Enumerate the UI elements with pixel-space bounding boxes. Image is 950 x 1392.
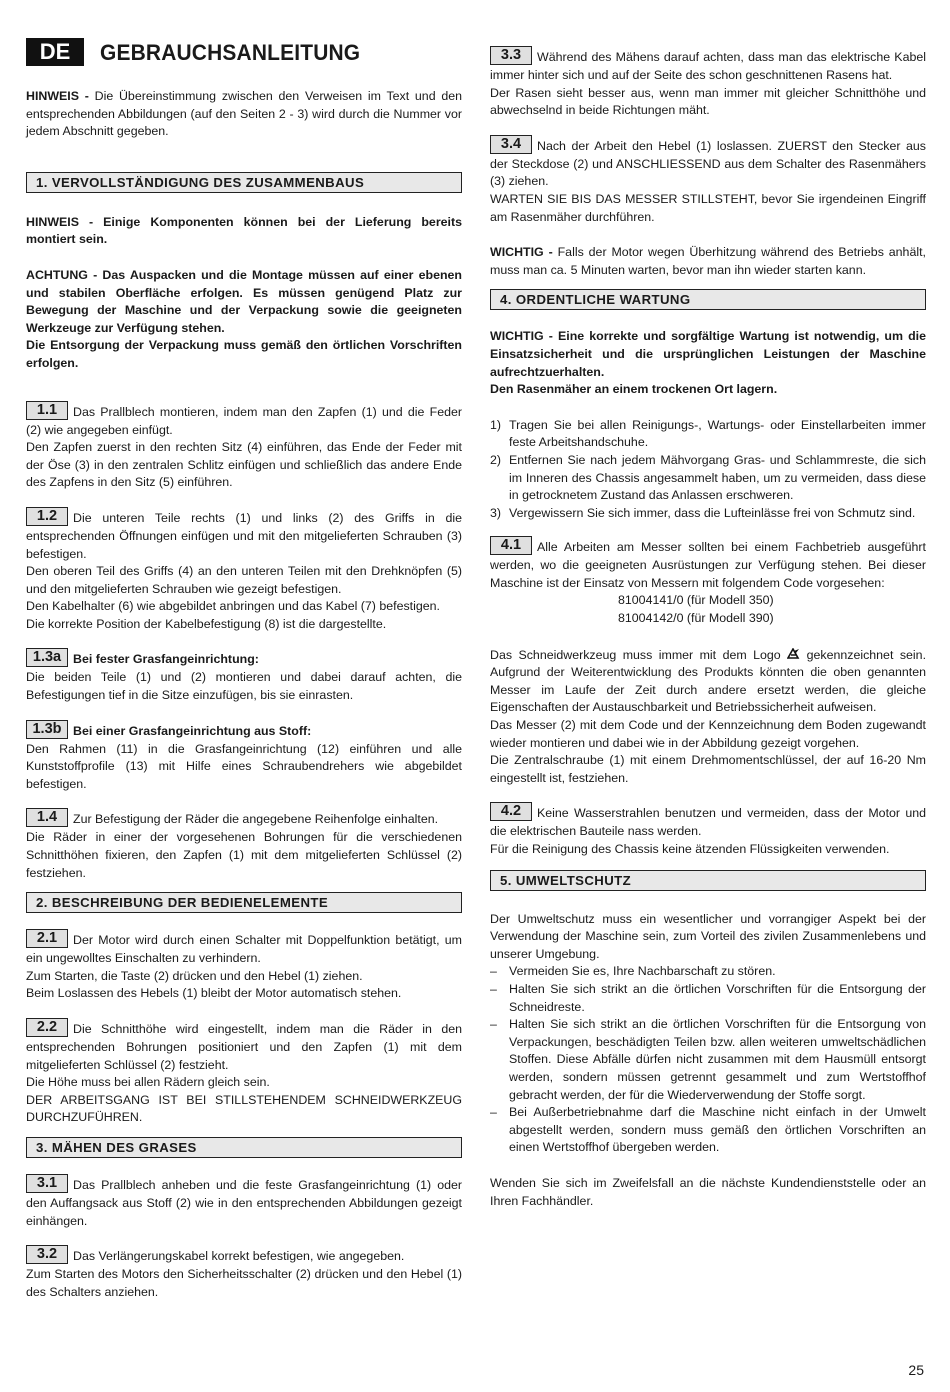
step-2-1: [26, 931, 462, 968]
document-title: GEBRAUCHSANLEITUNG: [100, 40, 361, 65]
intro-label: HINWEIS -: [26, 89, 89, 103]
list-item: [490, 1104, 926, 1157]
step-text: Der Motor wird durch einen Schalter mit Doppelfunktion betätigt, um ein ungewolltes Einschalten zu verhindern.: [26, 933, 462, 966]
step-text: Den Rahmen (11) in die Grasfangeinrichtung (12) einführen und alle Kunststoffprofile (13) mit Hilfe eines Schraubendrehers wie abgebildet befestigen.: [26, 741, 462, 791]
step-text: Die beiden Teile (1) und (2) montieren und dabei darauf achten, die Befestigungen tief in die Sitze einzufügen, bis sie einrasten.: [26, 670, 462, 703]
step-heading: Bei fester Grasfangeinrichtung:: [73, 652, 259, 667]
step-text: Die unteren Teile rechts (1) und links (2) des Griffs in die entsprechenden Öffnungen einfügen und mit den mitgelieferten Schrauben (3) befestigen.: [26, 510, 462, 561]
step-number: 1.3a: [26, 648, 68, 667]
step-text: Das Verlängerungskabel korrekt befestigen, wie angegeben.: [73, 1249, 405, 1264]
section-4-heading: 4. ORDENTLICHE WARTUNG: [490, 289, 926, 310]
list-text: Vermeiden Sie es, Ihre Nachbarschaft zu stören.: [509, 964, 776, 979]
step-number: 1.2: [26, 507, 68, 526]
step-text: [490, 647, 926, 717]
step-text: Die Zentralschraube (1) mit einem Drehmomentschlüssel, der auf 16-20 Nm eingestellt ist, festziehen.: [490, 753, 926, 785]
important-label: WICHTIG -: [490, 245, 553, 260]
step-number: 2.1: [26, 929, 68, 948]
list-text: Halten Sie sich strikt an die örtlichen Vorschriften für die Entsorgung von Verpackungen, beschädigten Teilen bzw. allen weiteren umweltschädlichen Stoffen. Diese Abfälle dürfen nicht zusammen mit dem Hausmüll entsorgt werden, sondern müssen getrennt gesammelt und zum Wertstoffhof gebracht werden, der für die Wiederverwendung der Stoffe sorgt.: [509, 1017, 926, 1102]
s1-note: HINWEIS - Einige Komponenten können bei der Lieferung bereits montiert sein.: [26, 214, 462, 247]
list-item: [490, 1016, 926, 1104]
blade-logo-icon: [787, 647, 800, 658]
step-number: 1.3b: [26, 720, 68, 739]
list-marker: –: [490, 1017, 497, 1032]
environment-list: [490, 963, 926, 1157]
step-3-3: [490, 48, 926, 85]
step-number: 1.4: [26, 808, 68, 827]
step-text: Die Räder in einer der vorgesehenen Bohrungen für die verschiedenen Schnitthöhen fixieren, den Zapfen (1) mit dem mitgelieferten Schlüssel (2) festziehen.: [26, 830, 462, 880]
step-text: Nach der Arbeit den Hebel (1) loslassen. ZUERST den Stecker aus der Steckdose (2) und ANSCHLIESSEND aus dem Schalter des Rasenmähers (3) ziehen.: [490, 138, 926, 189]
s1-warning: ACHTUNG - Das Auspacken und die Montage müssen auf einer ebenen und stabilen Oberfläche erfolgen. Es müssen genügend Platz zur Bewegung der Maschine und der Verpackung sowie die geeigneten Werkzeuge zur Verfügung stehen.: [26, 267, 462, 335]
step-text: Das Messer (2) mit dem Code und der Kennzeichnung dem Boden zugewandt wieder montieren und dabei wie in der Abbildung gezeigt vorgehen.: [490, 718, 926, 750]
list-text: Vergewissern Sie sich immer, dass die Lufteinlässe frei von Schmutz sind.: [509, 505, 916, 520]
step-text: Die korrekte Position der Kabelbefestigung (8) ist die dargestellte.: [26, 616, 387, 631]
step-heading: Bei einer Grasfangeinrichtung aus Stoff:: [73, 723, 312, 738]
environment-text: Der Umweltschutz muss ein wesentlicher und vorrangiger Aspekt bei der Verwendung der Maschine sein, zum Vorteil des zivilen Zusammenlebens und unserer Umgebung.: [490, 911, 926, 961]
step-number: 2.2: [26, 1018, 68, 1037]
step-text: Alle Arbeiten am Messer sollten bei einem Fachbetrieb ausgeführt werden, wo die geeigneten Ausrüstungen zur Verfügung stehen. Bei dieser Maschine ist der Einsatz von Messern mit folgendem Code vorgesehen:: [490, 540, 926, 590]
step-1-1: [26, 403, 462, 440]
step-1-3b: [26, 722, 462, 741]
step-text: Den Zapfen zuerst in den rechten Sitz (4) einführen, das Ende der Feder mit der Öse (3) in den zentralen Schlitz einfügen und schließlich das andere Ende des Zapfens in den Sitz (5) einführen.: [26, 440, 462, 490]
step-text-part: gekennzeichnet sein. Aufgrund der Weiterentwicklung des Produkts könnten die oben genannten Messer im Laufe der Zeit durch andere ersetzt werden, die gleiche Eigenschaften der Austauschbarkeit und Betriebssicherheit aufweisen.: [490, 647, 927, 715]
language-badge: DE: [26, 38, 84, 66]
list-item: [490, 505, 926, 523]
list-marker: –: [490, 1105, 497, 1120]
step-text: Der Rasen sieht besser aus, wenn man immer mit gleicher Schnitthöhe und abwechselnd in beide Richtungen mäht.: [490, 85, 926, 118]
list-marker: –: [490, 964, 497, 979]
step-text: Zum Starten des Motors den Sicherheitsschalter (2) drücken und den Hebel (1) des Schalters anziehen.: [26, 1267, 462, 1299]
s4-important-note: WICHTIG - Eine korrekte und sorgfältige Wartung ist notwendig, um die Einsatzsicherheit und die ursprünglichen Leistungen der Maschine aufrechtzuerhalten.: [490, 329, 926, 379]
step-number: 4.2: [490, 802, 532, 821]
list-marker: –: [490, 981, 497, 996]
list-item: [490, 452, 926, 505]
step-1-4: [26, 810, 462, 829]
list-marker: 3): [490, 505, 502, 520]
step-4-2: [490, 804, 926, 841]
step-text: Während des Mähens darauf achten, dass man das elektrische Kabel immer hinter sich und auf der Seite des schon geschnittenen Rasens hat.: [490, 50, 926, 82]
step-text: Das Prallblech montieren, indem man den Zapfen (1) und die Feder (2) wie angegeben einfügt.: [26, 404, 462, 437]
step-text: Zum Starten, die Taste (2) drücken und den Hebel (1) ziehen.: [26, 968, 363, 983]
list-text: Bei Außerbetriebnahme darf die Maschine nicht einfach in der Umwelt abgestellt werden, sondern muss gemäß den örtlichen Vorschriften an einen Wertstoffhof übergeben werden.: [509, 1105, 926, 1155]
step-text: Zur Befestigung der Räder die angegebene Reihenfolge einhalten.: [73, 812, 439, 827]
intro-text: Die Übereinstimmung zwischen den Verweisen im Text und den entsprechenden Abbildungen (auf den Seiten 2 - 3) wird durch die Nummer vor jedem Abschnitt gegeben.: [26, 89, 463, 139]
contact-text: Wenden Sie sich im Zweifelsfall an die nächste Kundendienststelle oder an Ihren Fachhändler.: [490, 1175, 926, 1208]
page-number: 25: [908, 1362, 924, 1378]
section-2-heading: 2. BESCHREIBUNG DER BEDIENELEMENTE: [26, 892, 462, 913]
step-text: Das Prallblech anheben und die feste Grasfangeinrichtung (1) oder den Auffangsack aus Stoff (2) wie in den entsprechenden Abbildungen gezeigt einhängen.: [26, 1177, 462, 1228]
step-number: 4.1: [490, 536, 532, 555]
step-text: Für die Reinigung des Chassis keine ätzenden Flüssigkeiten verwenden.: [490, 842, 890, 856]
step-number: 3.3: [490, 46, 532, 65]
blade-code-2: 81004142/0 (für Modell 390): [618, 611, 774, 626]
list-marker: 1): [490, 417, 502, 432]
list-text: Entfernen Sie nach jedem Mähvorgang Gras- und Schlammreste, die sich im Inneren des Chassis angesammelt haben, um zu vermeiden, dass diese in getrocknetem Zustand das Anlassen erschweren.: [509, 452, 926, 503]
list-text: Halten Sie sich strikt an die örtlichen Vorschriften für die Entsorgung der Schneidreste.: [509, 981, 926, 1014]
step-1-2: [26, 509, 462, 563]
step-4-1: [490, 538, 926, 592]
list-text: Tragen Sie bei allen Reinigungs-, Wartungs- oder Einstellarbeiten immer feste Arbeitshandschuhe.: [509, 417, 926, 450]
list-item: [490, 981, 926, 1016]
section-5-heading: 5. UMWELTSCHUTZ: [490, 870, 926, 891]
intro-note: [26, 88, 462, 141]
section-3-heading: 3. MÄHEN DES GRASES: [26, 1137, 462, 1158]
step-text: Keine Wasserstrahlen benutzen und vermeiden, dass der Motor und die elektrischen Bauteile nass werden.: [490, 806, 926, 839]
right-column: [490, 48, 926, 1210]
step-text: Den Kabelhalter (6) wie abgebildet anbringen und das Kabel (7) befestigen.: [26, 599, 440, 614]
step-text: WARTEN SIE BIS DAS MESSER STILLSTEHT, bevor Sie irgendeinen Eingriff am Rasenmäher durchführen.: [490, 191, 926, 224]
blade-code-1: 81004141/0 (für Modell 350): [618, 593, 774, 608]
step-3-4: [490, 137, 926, 191]
step-text: DER ARBEITSGANG IST BEI STILLSTEHENDEM SCHNEIDWERKZEUG DURCHZUFÜHREN.: [26, 1092, 462, 1125]
important-note: [490, 244, 926, 279]
step-1-3a: [26, 650, 462, 669]
important-text: Falls der Motor wegen Überhitzung während des Betriebs anhält, muss man ca. 5 Minuten warten, bevor man ihn wieder starten kann.: [490, 245, 926, 277]
list-item: [490, 963, 926, 981]
s1-disposal-note: Die Entsorgung der Verpackung muss gemäß den örtlichen Vorschriften erfolgen.: [26, 338, 462, 370]
step-number: 1.1: [26, 401, 68, 420]
step-number: 3.2: [26, 1245, 68, 1264]
step-3-2: [26, 1247, 462, 1266]
step-text: Beim Loslassen des Hebels (1) bleibt der Motor automatisch stehen.: [26, 986, 402, 1001]
left-column: [26, 38, 462, 1301]
document-header: [26, 38, 462, 74]
step-3-1: [26, 1176, 462, 1230]
list-item: [490, 417, 926, 452]
maintenance-list: [490, 417, 926, 523]
section-1-heading: 1. VERVOLLSTÄNDIGUNG DES ZUSAMMENBAUS: [26, 172, 462, 193]
step-text: Die Schnitthöhe wird eingestellt, indem man die Räder in den entsprechenden Bohrungen positioniert und den Zapfen (1) mit dem mitgelieferten Schlüssel (2) festzieht.: [26, 1022, 462, 1072]
s4-storage-note: Den Rasenmäher an einem trockenen Ort lagern.: [490, 382, 778, 397]
list-marker: 2): [490, 452, 502, 467]
step-text-part: Das Schneidwerkzeug muss immer mit dem Logo: [490, 647, 781, 662]
step-2-2: [26, 1020, 462, 1074]
step-text: Die Höhe muss bei allen Rädern gleich sein.: [26, 1075, 270, 1090]
step-number: 3.1: [26, 1174, 68, 1193]
step-number: 3.4: [490, 135, 532, 154]
step-text: Den oberen Teil des Griffs (4) an den unteren Teilen mit den Drehknöpfen (5) und den mitgelieferten Schrauben wie gezeigt befestigen.: [26, 564, 462, 596]
